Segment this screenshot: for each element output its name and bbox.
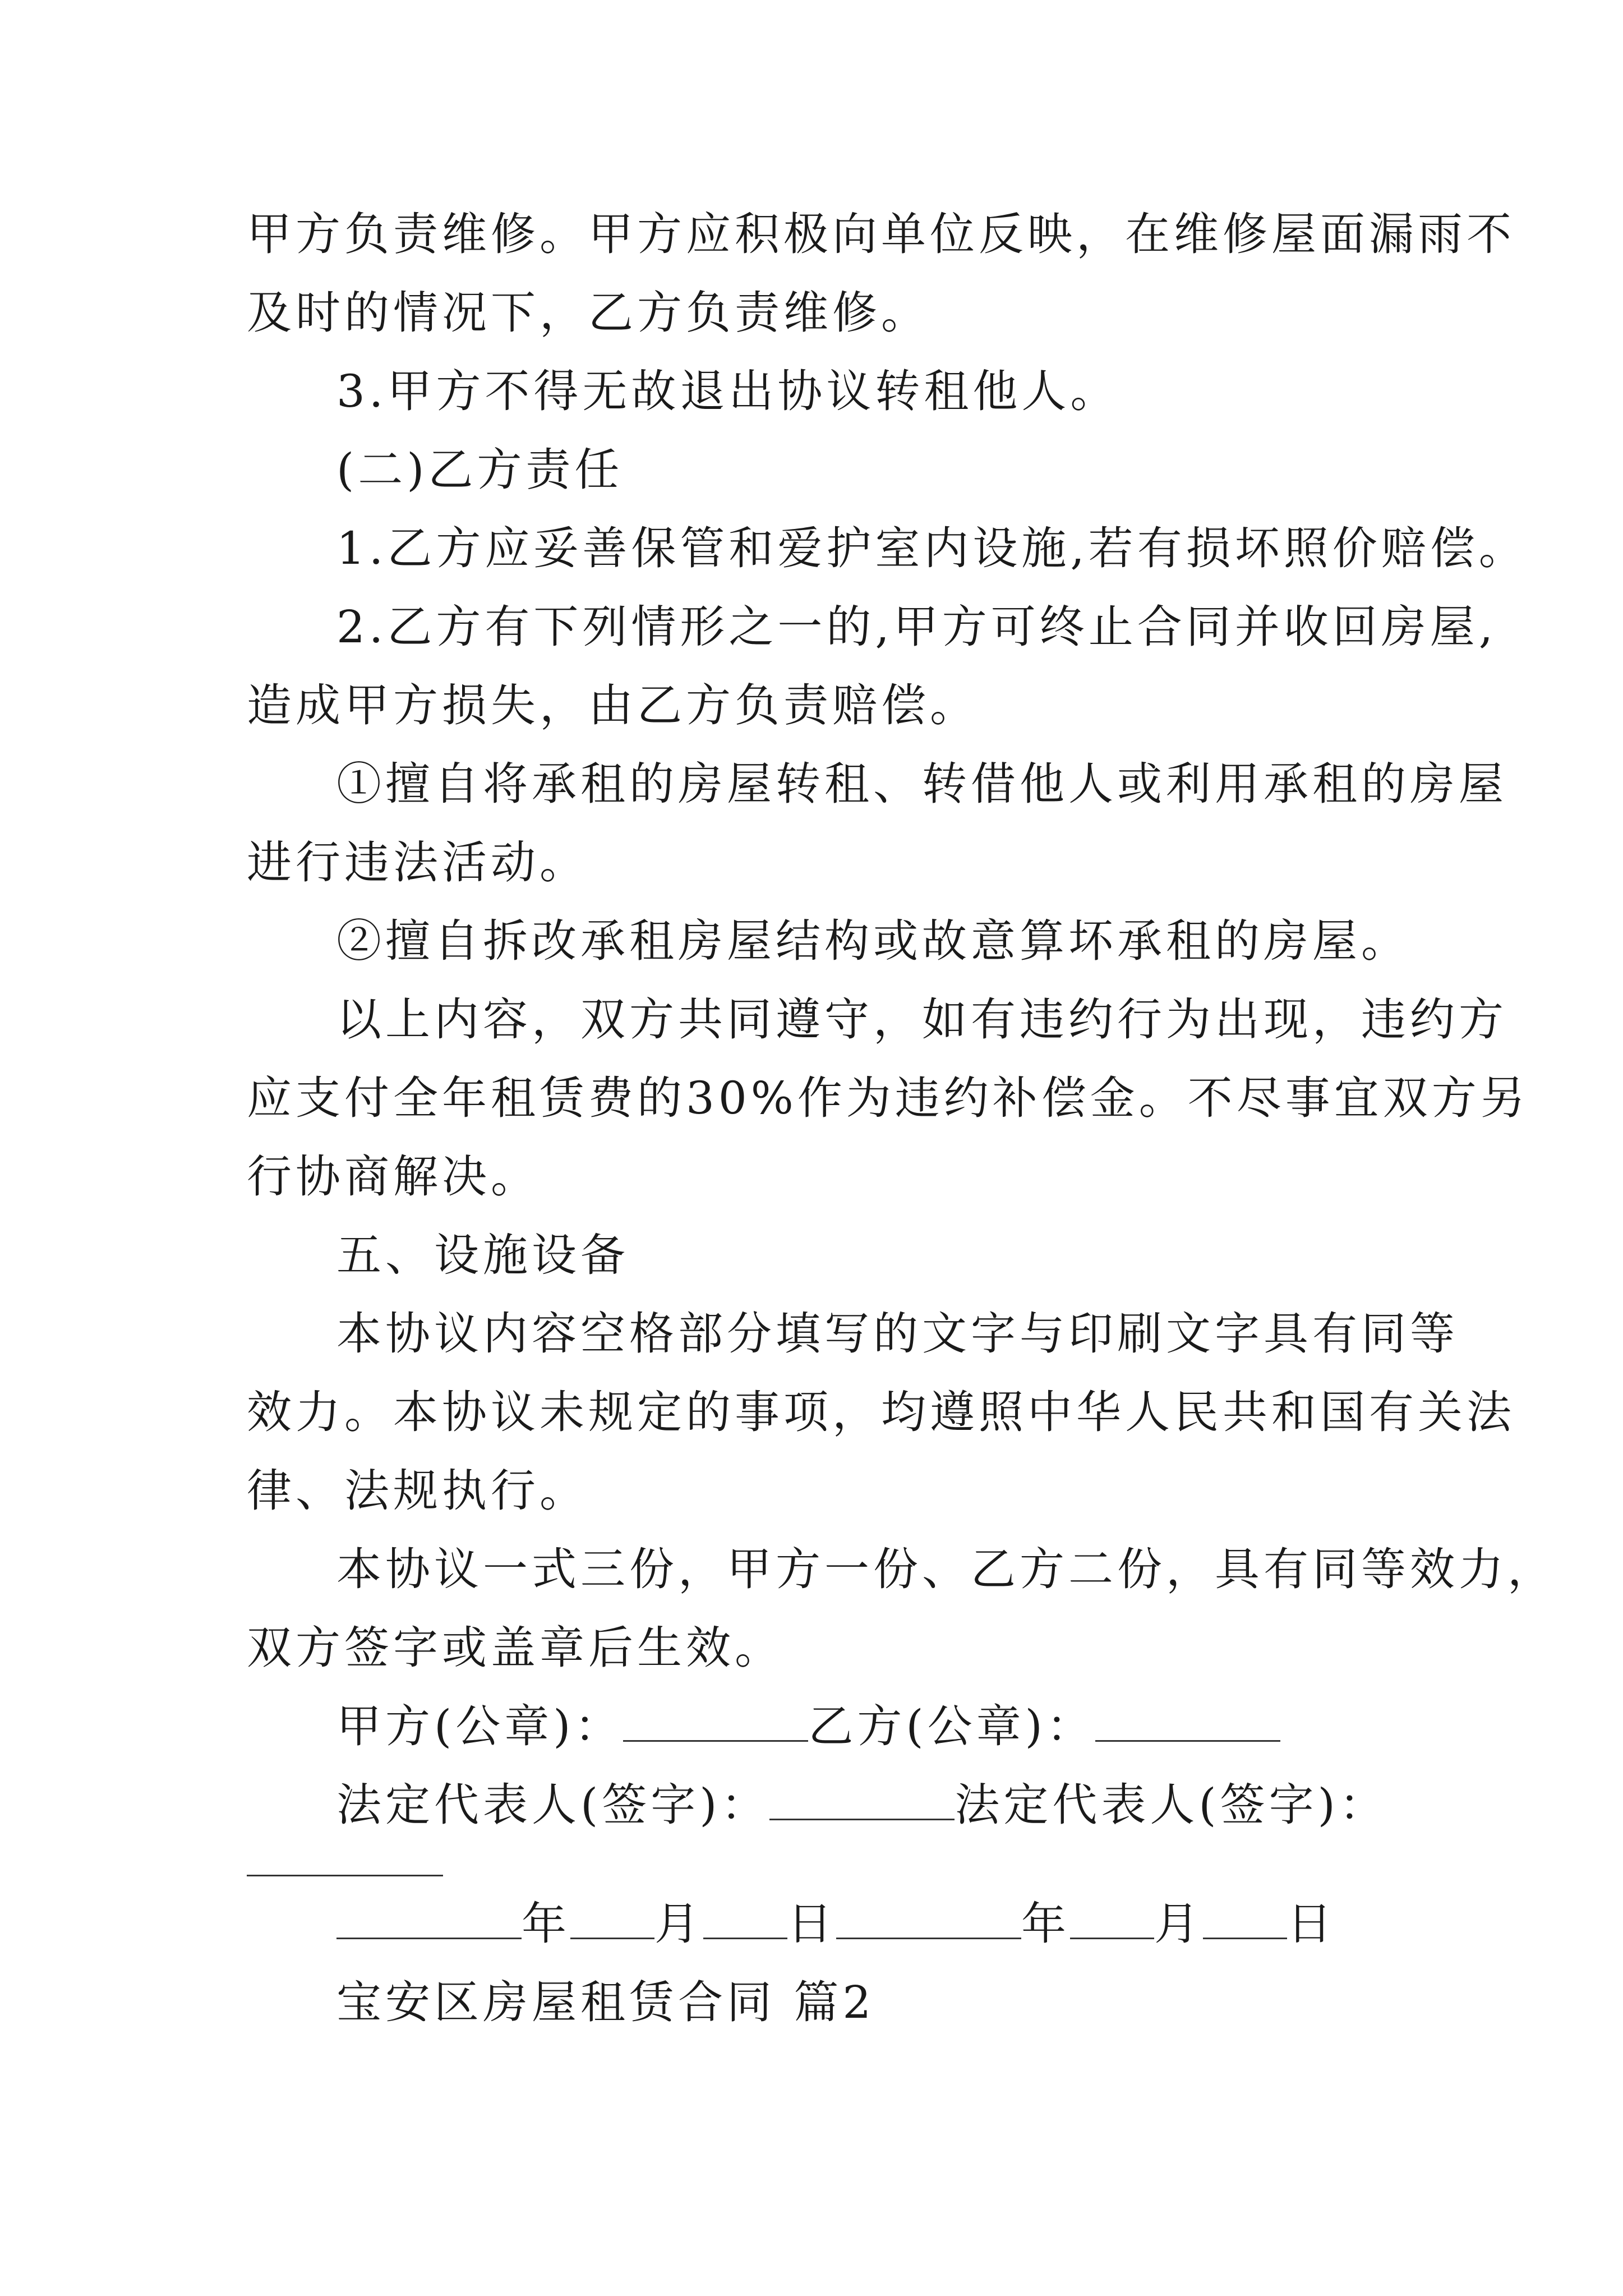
party-a-day-label: 日 xyxy=(787,1898,836,1950)
party-a-seal-blank xyxy=(623,1701,808,1742)
party-a-day-blank xyxy=(703,1898,787,1939)
signature-rep-row xyxy=(336,1777,1388,1833)
paragraph-line: 本协议一式三份，甲方一份、乙方二份，具有同等效力， xyxy=(336,1543,1556,1595)
paragraph-line: 以上内容，双方共同遵守，如有违约行为出现，违约方 xyxy=(336,993,1507,1046)
party-b-rep-label: 法定代表人(签字)： xyxy=(955,1779,1388,1831)
party-a-year-blank xyxy=(336,1898,522,1939)
paragraph-line: ②擅自拆改承租房屋结构或故意算坏承租的房屋。 xyxy=(336,915,1410,967)
paragraph-line: 1.乙方应妥善保管和爱护室内设施,若有损坏照价赔偿。 xyxy=(336,522,1528,574)
party-b-rep-blank xyxy=(247,1875,443,1876)
party-a-year-label: 年 xyxy=(522,1898,570,1950)
paragraph-line: 3.甲方不得无故退出协议转租他人。 xyxy=(336,365,1119,417)
paragraph-line: 双方签字或盖章后生效。 xyxy=(247,1622,783,1674)
paragraph-line: 律、法规执行。 xyxy=(247,1465,588,1517)
paragraph-line: 2.乙方有下列情形之一的,甲方可终止合同并收回房屋, xyxy=(336,601,1497,653)
signature-seal-row xyxy=(336,1699,1280,1755)
party-a-rep-label: 法定代表人(签字)： xyxy=(336,1779,770,1831)
party-b-day-blank xyxy=(1203,1898,1287,1939)
party-b-month-blank xyxy=(1070,1898,1154,1939)
paragraph-line: 甲方负责维修。甲方应积极向单位反映，在维修屋面漏雨不 xyxy=(247,208,1515,260)
next-section-title: 宝安区房屋租赁合同 篇2 xyxy=(336,1976,875,2028)
party-a-seal-label: 甲方(公章)： xyxy=(336,1700,624,1752)
paragraph-line: 效力。本协议未规定的事项，均遵照中华人民共和国有关法 xyxy=(247,1386,1515,1438)
party-a-month-label: 月 xyxy=(654,1898,703,1950)
signature-date-row xyxy=(336,1896,1336,1952)
paragraph-line: 行协商解决。 xyxy=(247,1151,540,1203)
party-b-seal-blank xyxy=(1095,1701,1280,1742)
section-heading: 五、设施设备 xyxy=(336,1229,629,1281)
party-b-day-label: 日 xyxy=(1287,1898,1336,1950)
paragraph-line: ①擅自将承租的房屋转租、转借他人或利用承租的房屋 xyxy=(336,758,1507,810)
paragraph-line: 进行违法活动。 xyxy=(247,836,588,889)
party-b-year-label: 年 xyxy=(1021,1898,1070,1950)
paragraph-line: 造成甲方损失，由乙方负责赔偿。 xyxy=(247,679,979,731)
party-b-month-label: 月 xyxy=(1154,1898,1203,1950)
paragraph-line: 及时的情况下，乙方负责维修。 xyxy=(247,287,930,339)
section-heading: (二)乙方责任 xyxy=(336,444,624,496)
paragraph-line: 应支付全年租赁费的30%作为违约补偿金。不尽事宜双方另 xyxy=(247,1072,1529,1124)
party-b-year-blank xyxy=(836,1898,1021,1939)
paragraph-line: 本协议内容空格部分填写的文字与印刷文字具有同等 xyxy=(336,1308,1459,1360)
party-a-rep-blank xyxy=(769,1779,955,1820)
party-b-seal-label: 乙方(公章)： xyxy=(808,1700,1095,1752)
party-a-month-blank xyxy=(570,1898,654,1939)
